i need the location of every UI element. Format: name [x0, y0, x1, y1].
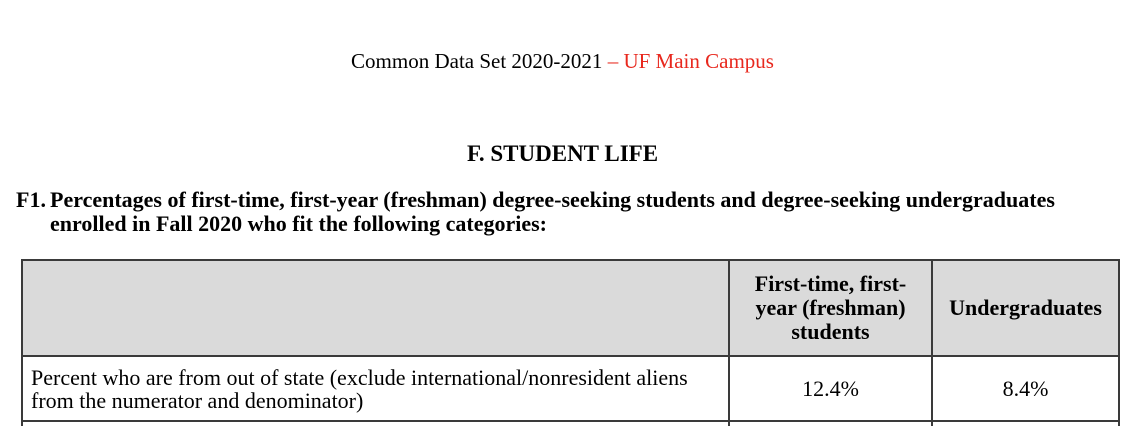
table-row-partial	[22, 421, 1119, 426]
question-number: F1.	[16, 187, 46, 212]
partial-row-freshman-cell	[729, 421, 932, 426]
undergrad-out-of-state-value: 8.4%	[932, 356, 1119, 421]
partial-row-undergrad-cell	[932, 421, 1119, 426]
header-empty-cell	[22, 260, 729, 356]
partial-row-label-cell	[22, 421, 729, 426]
table-header-row	[22, 260, 1119, 356]
table-row-out-of-state	[22, 356, 1119, 421]
header-undergraduates: Undergraduates	[932, 260, 1119, 356]
document-title	[0, 48, 1125, 74]
section-heading: F. STUDENT LIFE	[466, 141, 659, 166]
question-text: Percentages of first-time, first-year (freshman) degree-seeking students and degree-seeking undergraduates enrolled in Fall 2020 who fit the following categories:	[50, 187, 1055, 236]
header-freshman-students: First-time, first-year (freshman) students	[729, 260, 932, 356]
freshman-out-of-state-value: 12.4%	[729, 356, 932, 421]
question-f1	[16, 188, 1078, 236]
row-label-out-of-state: Percent who are from out of state (exclude international/nonresident aliens from the numerator and denominator)	[22, 356, 729, 421]
f1-data-table	[21, 259, 1120, 426]
document-title-main: Common Data Set 2020-2021	[351, 49, 608, 73]
document-title-campus: – UF Main Campus	[607, 49, 774, 73]
